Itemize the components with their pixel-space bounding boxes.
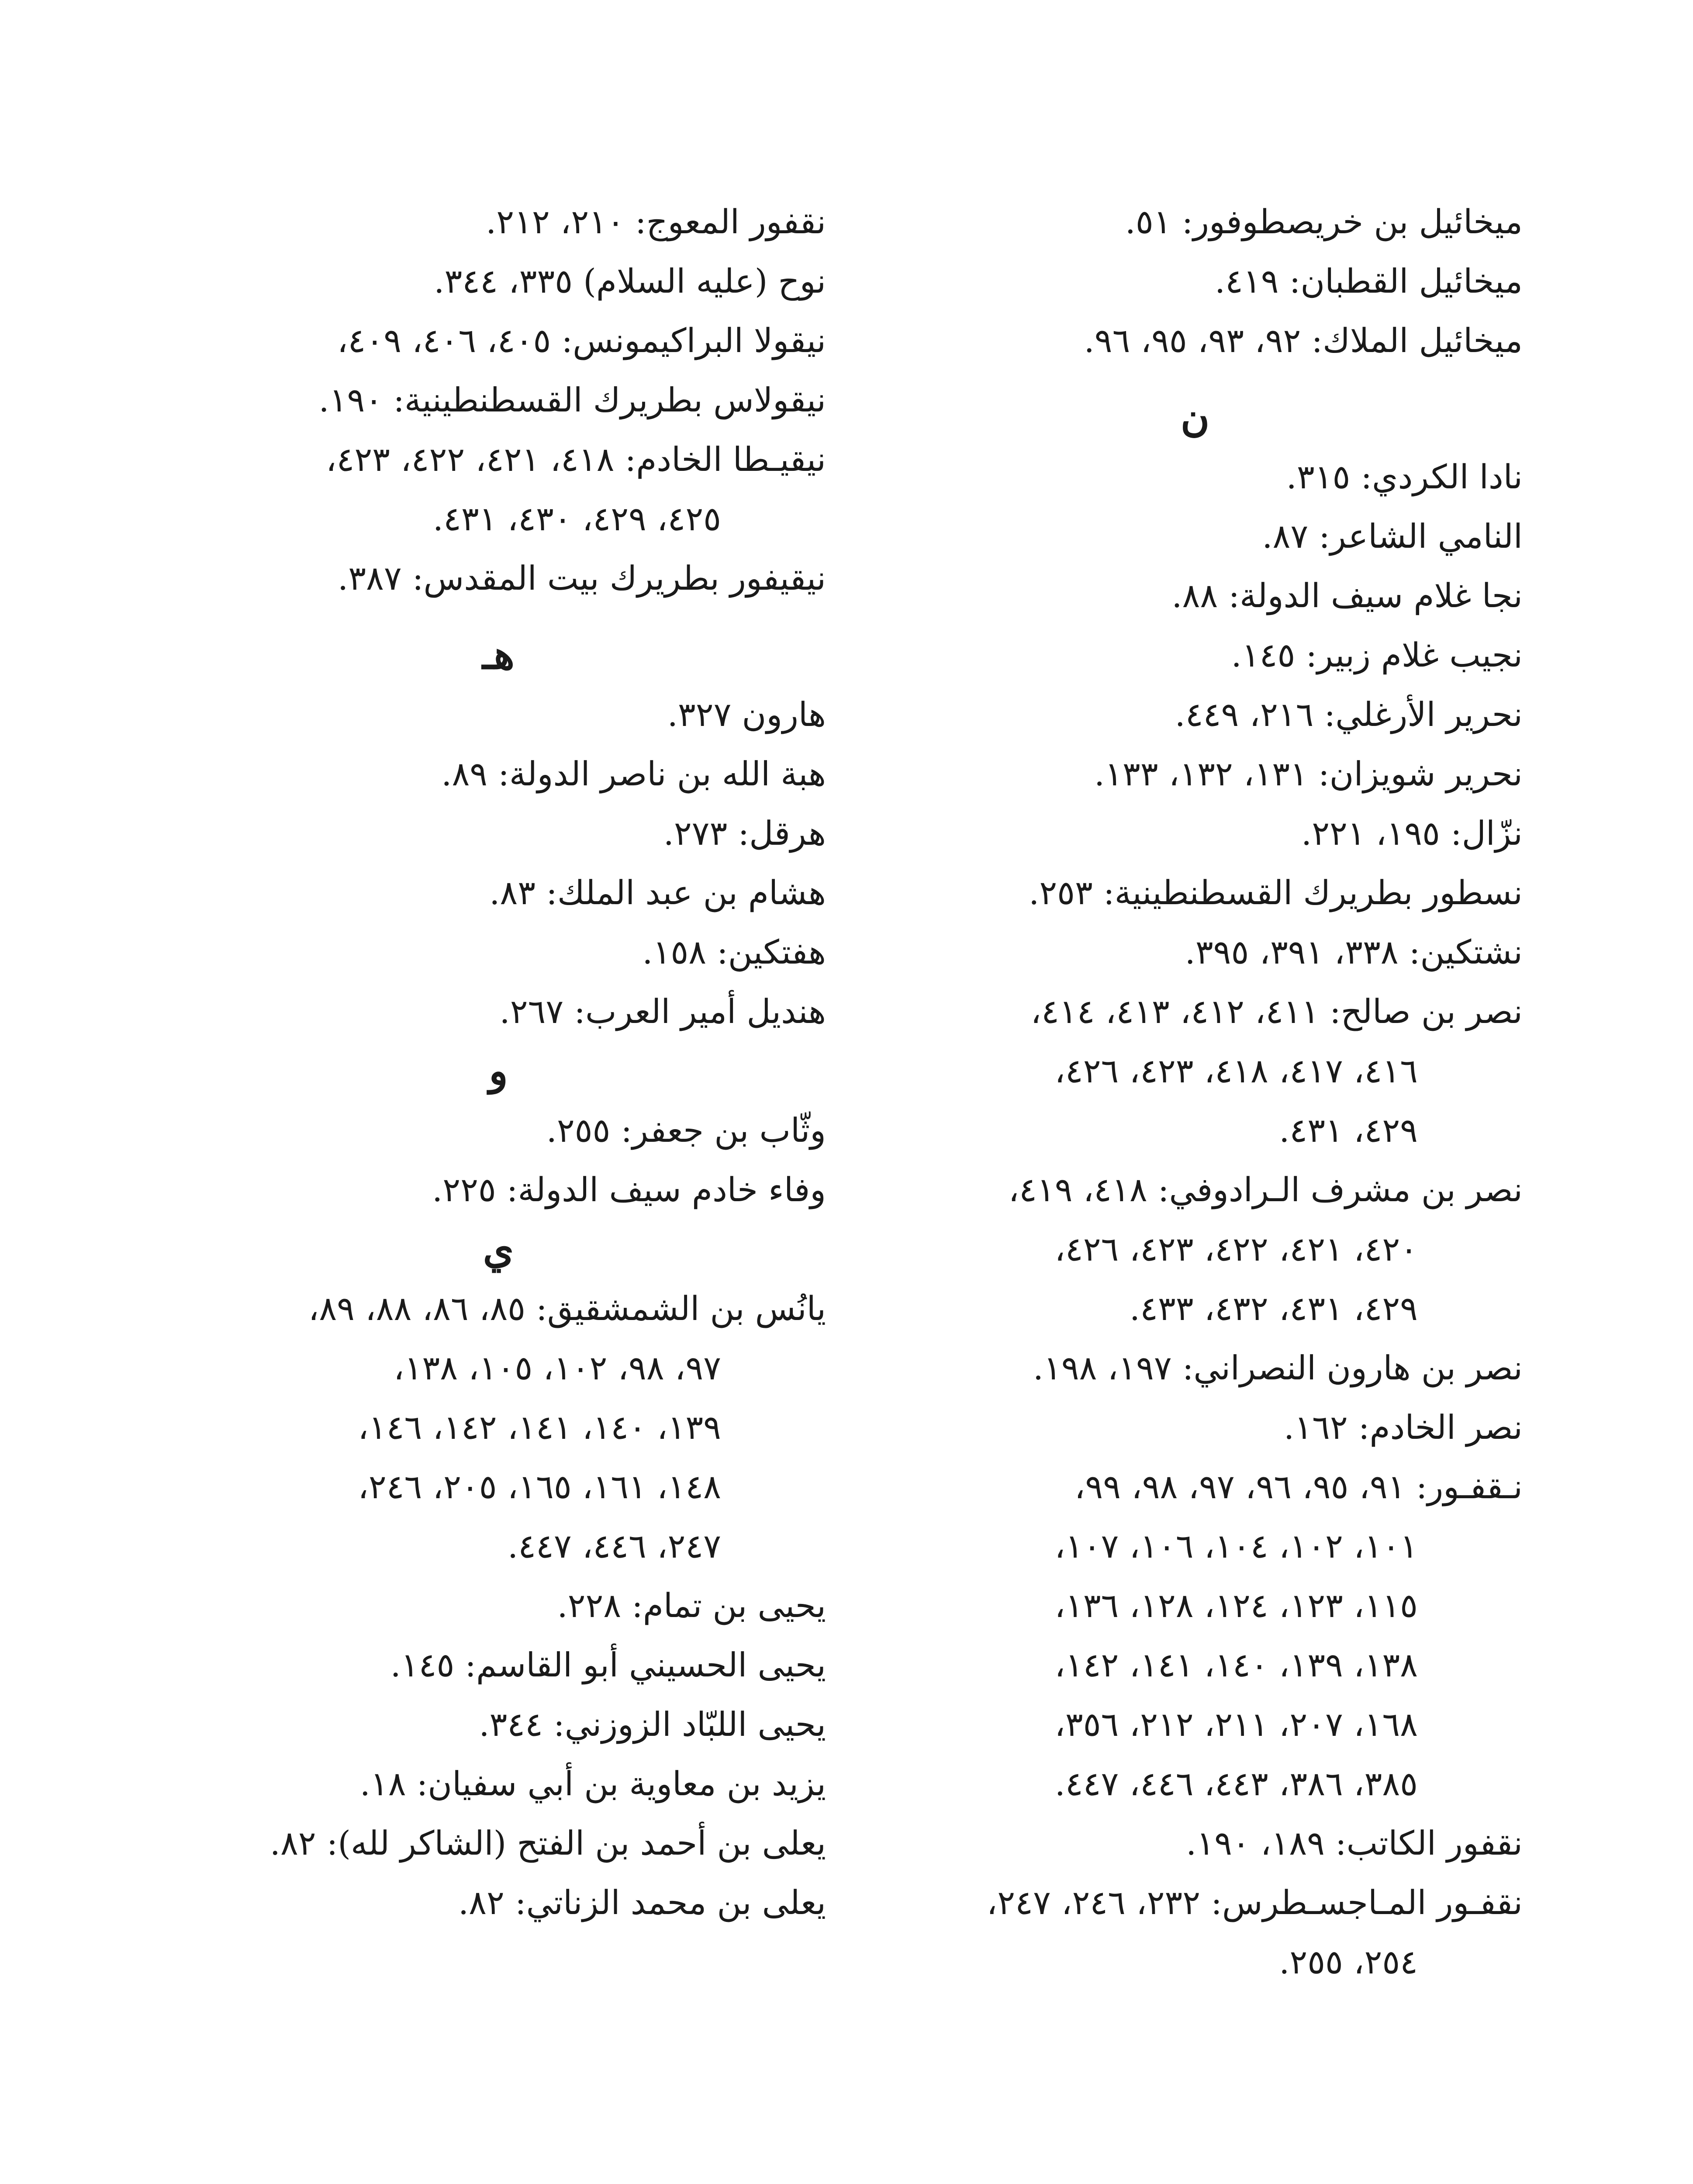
index-entry [118, 1160, 826, 1220]
index-entry-line: هفتكين: ١٥٨. [642, 933, 826, 971]
index-entry-continuation: ١٤٨، ١٦١، ١٦٥، ٢٠٥، ٢٤٦، [358, 1467, 721, 1506]
index-entry-line: ميخائيل بن خريصطوفور: ٥١. [1125, 202, 1523, 241]
index-column-right [815, 192, 1523, 1992]
index-entry [815, 625, 1523, 685]
index-entry-line: هارون ٣٢٧. [667, 695, 826, 734]
index-entry [118, 252, 826, 311]
index-entry-line: نـقفـور: ٩١، ٩٥، ٩٦، ٩٧، ٩٨، ٩٩، [1074, 1467, 1523, 1506]
section-letter-ha: هـ [482, 632, 515, 678]
index-entry-line: نصر بن هارون النصراني: ١٩٧، ١٩٨. [1033, 1348, 1523, 1387]
index-entry-line: هشام بن عبد الملك: ٨٣. [489, 873, 826, 912]
index-entry-line: هرقل: ٢٧٣. [663, 814, 826, 853]
section-letter-ya: ي [483, 1226, 514, 1272]
index-entry-line: نشتكين: ٣٣٨، ٣٩١، ٣٩٥. [1185, 933, 1523, 971]
index-entry-line: يزيد بن معاوية بن أبي سفيان: ١٨. [359, 1764, 826, 1803]
index-entry-continuation: ١٦٨، ٢٠٧، ٢١١، ٢١٢، ٣٥٦، [1054, 1705, 1418, 1744]
index-entry [815, 447, 1523, 507]
entries-group-nun [815, 447, 1523, 1992]
index-entry [118, 1695, 826, 1754]
entries-group-top-left [118, 192, 826, 608]
index-entry [815, 1814, 1523, 1873]
index-entry [815, 1338, 1523, 1398]
index-entry-continuation: ٤٢٩، ٤٣١. [1279, 1111, 1418, 1150]
index-entry [118, 744, 826, 804]
index-entry-line: نقفور المعوج: ٢١٠، ٢١٢. [486, 202, 826, 241]
index-entry [118, 804, 826, 863]
index-entry [118, 982, 826, 1041]
index-entry-line: نصر بن مشرف الـرادوفي: ٤١٨، ٤١٩، [1008, 1170, 1523, 1209]
index-entry [118, 1814, 826, 1873]
entries-group-top-right [815, 192, 1523, 370]
index-entry [815, 744, 1523, 804]
entries-group-ya [118, 1279, 826, 1932]
index-entry [815, 1398, 1523, 1457]
index-entry-continuation: ١٣٩، ١٤٠، ١٤١، ١٤٢، ١٤٦، [358, 1408, 721, 1447]
index-entry-line: نجيب غلام زبير: ١٤٥. [1231, 636, 1523, 674]
index-entry-line: نصر الخادم: ١٦٢. [1284, 1408, 1523, 1447]
index-entry-line: يانُس بن الشمشقيق: ٨٥، ٨٦، ٨٨، ٨٩، [308, 1289, 826, 1328]
index-entry-line: نسطور بطريرك القسطنطينية: ٢٥٣. [1029, 873, 1523, 912]
section-letter-waw: و [489, 1048, 508, 1094]
index-entry-line: نيقولا البراكيمونس: ٤٠٥، ٤٠٦، ٤٠٩، [337, 321, 826, 360]
index-entry [815, 804, 1523, 863]
index-entry [118, 923, 826, 982]
index-entry [815, 863, 1523, 923]
index-column-left [118, 192, 826, 1932]
index-entry [815, 1457, 1523, 1814]
index-entry [118, 430, 826, 549]
index-entry [118, 863, 826, 923]
index-entry-line: يحيى الحسيني أبو القاسم: ١٤٥. [390, 1645, 826, 1684]
index-entry-line: يحيى بن تمام: ٢٢٨. [557, 1586, 826, 1625]
index-entry [118, 1754, 826, 1814]
index-entry-continuation: ١٣٨، ١٣٩، ١٤٠، ١٤١، ١٤٢، [1054, 1645, 1418, 1684]
index-entry [815, 311, 1523, 370]
index-entry-line: نوح (عليه السلام) ٣٣٥، ٣٤٤. [434, 262, 826, 301]
index-entry-line: وفاء خادم سيف الدولة: ٢٢٥. [432, 1170, 826, 1209]
index-entry-line: يعلى بن محمد الزناتي: ٨٢. [458, 1883, 826, 1922]
index-entry [118, 1279, 826, 1576]
index-entry-line: نصر بن صالح: ٤١١، ٤١٢، ٤١٣، ٤١٤، [1030, 992, 1523, 1031]
index-entry [815, 1873, 1523, 1992]
index-entry-line: يحيى اللبّاد الزوزني: ٣٤٤. [479, 1705, 826, 1744]
index-entry [118, 685, 826, 744]
index-entry-line: نيقيفور بطريرك بيت المقدس: ٣٨٧. [338, 559, 826, 598]
section-letter-nun: ن [1180, 394, 1210, 441]
index-entry-line: وثّاب بن جعفر: ٢٥٥. [546, 1111, 826, 1150]
index-entry-line: يعلى بن أحمد بن الفتح (الشاكر لله): ٨٢. [269, 1824, 826, 1863]
index-entry-line: نيقولاس بطريرك القسطنطينية: ١٩٠. [318, 380, 826, 419]
index-entry-continuation: ١١٥، ١٢٣، ١٢٤، ١٢٨، ١٣٦، [1054, 1586, 1418, 1625]
index-entry-continuation: ٢٤٧، ٤٤٦، ٤٤٧. [508, 1527, 721, 1565]
index-entry-line: نزّال: ١٩٥، ٢٢١. [1301, 814, 1523, 853]
entries-group-waw [118, 1101, 826, 1220]
index-entry [815, 566, 1523, 625]
index-entry-line: هنديل أمير العرب: ٢٦٧. [499, 992, 826, 1031]
index-entry [815, 507, 1523, 566]
index-entry [118, 549, 826, 608]
index-entry [118, 1873, 826, 1932]
index-entry [815, 923, 1523, 982]
index-entry [118, 311, 826, 370]
index-entry-continuation: ٤٢٠، ٤٢١، ٤٢٢، ٤٢٣، ٤٢٦، [1054, 1230, 1418, 1268]
index-entry [118, 1576, 826, 1635]
index-entry-line: نقفـور المـاجسـطرس: ٢٣٢، ٢٤٦، ٢٤٧، [986, 1883, 1523, 1922]
index-entry [118, 370, 826, 430]
index-entry-continuation: ٢٥٤، ٢٥٥. [1279, 1942, 1418, 1981]
index-entry-continuation: ٤٢٩، ٤٣١، ٤٣٢، ٤٣٣. [1129, 1289, 1418, 1328]
index-entry [815, 685, 1523, 744]
index-entry-line: نقفور الكاتب: ١٨٩، ١٩٠. [1186, 1824, 1523, 1863]
index-entry-continuation: ١٠١، ١٠٢، ١٠٤، ١٠٦، ١٠٧، [1054, 1527, 1418, 1565]
index-entry-line: النامي الشاعر: ٨٧. [1262, 517, 1523, 556]
index-entry [815, 982, 1523, 1160]
index-entry-line: نجا غلام سيف الدولة: ٨٨. [1171, 576, 1523, 615]
index-entry [118, 1101, 826, 1160]
index-entry [815, 1160, 1523, 1338]
index-entry-line: ميخائيل الملاك: ٩٢، ٩٣، ٩٥، ٩٦. [1084, 321, 1523, 360]
index-entry-line: نحرير شويزان: ١٣١، ١٣٢، ١٣٣. [1094, 754, 1523, 793]
index-entry-continuation: ٤١٦، ٤١٧، ٤١٨، ٤٢٣، ٤٢٦، [1054, 1051, 1418, 1090]
index-entry-line: نيقيـطا الخادم: ٤١٨، ٤٢١، ٤٢٢، ٤٢٣، [325, 440, 826, 479]
index-entry-continuation: ٩٧، ٩٨، ١٠٢، ١٠٥، ١٣٨، [394, 1348, 721, 1387]
index-entry-line: هبة الله بن ناصر الدولة: ٨٩. [441, 754, 826, 793]
index-entry-line: ميخائيل القطبان: ٤١٩. [1214, 262, 1523, 301]
index-entry [815, 192, 1523, 252]
index-entry [815, 252, 1523, 311]
index-entry-line: نحرير الأرغلي: ٢١٦، ٤٤٩. [1175, 695, 1523, 734]
index-entry [118, 192, 826, 252]
index-entry-line: نادا الكردي: ٣١٥. [1286, 457, 1523, 496]
index-entry-continuation: ٤٢٥، ٤٢٩، ٤٣٠، ٤٣١. [432, 499, 721, 538]
index-entry [118, 1635, 826, 1695]
entries-group-ha [118, 685, 826, 1041]
index-entry-continuation: ٣٨٥، ٣٨٦، ٤٤٣، ٤٤٦، ٤٤٧. [1054, 1764, 1418, 1803]
